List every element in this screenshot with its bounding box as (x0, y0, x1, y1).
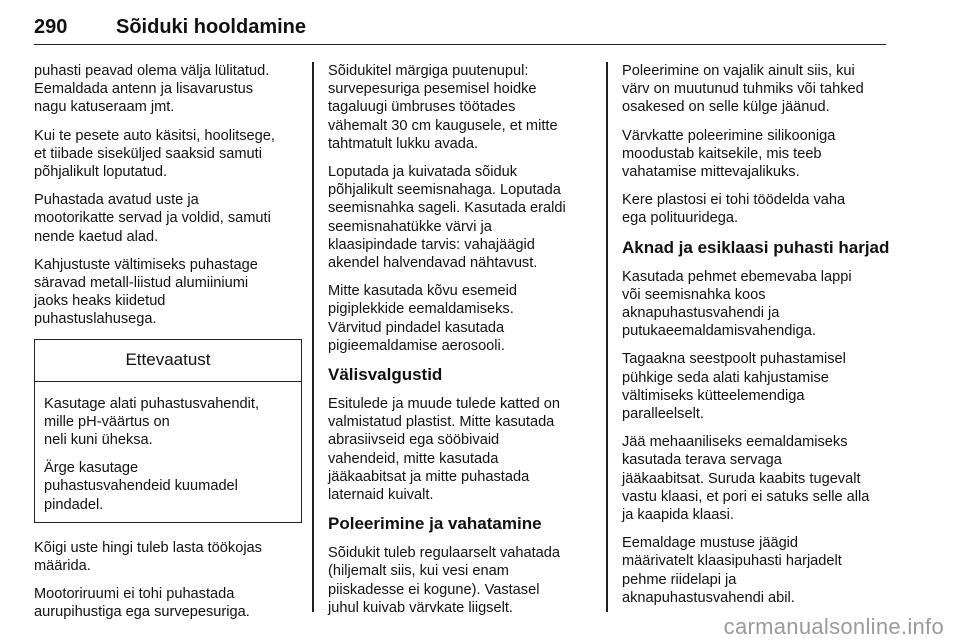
column-3 (622, 62, 892, 617)
paragraph: Kasutada pehmet ebemevaba lappi või seemisnahka koos aknapuhastusvahendi ja putukaeemaldamisvahendiga. (622, 268, 852, 340)
section-heading: Aknad ja esiklaasi puhasti harjad (622, 237, 890, 257)
section-heading: Poleerimine ja vahatamine (328, 514, 542, 534)
page-header (34, 14, 886, 45)
column-1 (34, 62, 302, 632)
paragraph: Kõigi uste hingi tuleb lasta töökojas määrida. (34, 539, 262, 575)
paragraph: puhasti peavad olema välja lülitatud. Eemaldada antenn ja lisavarustus nagu katuseraam jmt. (34, 63, 270, 116)
caution-title: Ettevaatust (35, 340, 301, 382)
paragraph: Kahjustuste vältimiseks puhastage säravad metall-liistud alumiiniumi jaoks heaks kiidetud puhastuslahusega. (34, 256, 258, 328)
paragraph: Kui te pesete auto käsitsi, hoolitsege, et tiibade siseküljed saaksid samuti põhjalikult loputatud. (34, 127, 275, 181)
caution-box (34, 339, 302, 523)
page-number: 290 (34, 16, 68, 38)
paragraph: Eemaldage mustuse jäägid määrivatelt klaasipuhasti harjadelt pehme riidelapi ja aknapuhastusvahendi abil. (622, 535, 842, 606)
column-divider (606, 62, 608, 612)
paragraph: Puhastada avatud uste ja mootorikatte servad ja voldid, samuti nende kaetud alad. (34, 192, 271, 245)
caution-body (35, 382, 301, 514)
paragraph: Esitulede ja muude tulede katted on valmistatud plastist. Mitte kasutada abrasiivseid ega sööbivaid vahendeid, mitte kasutada jääkaabitsat ja mitte puhastada laternaid kuivalt. (328, 396, 561, 504)
watermark: carmanualsonline.info (723, 614, 944, 639)
paragraph: Tagaakna seestpoolt puhastamisel pühkige seda alati kahjustamise vältimiseks kütteelemendiga paralleelselt. (622, 351, 846, 423)
paragraph: Loputada ja kuivatada sõiduk põhjalikult seemisnahaga. Loputada seemisnahka sageli. Kasutada eraldi seemisnahatükke värvi ja klaasipindade tarvis: vahajäägid akendel halvendavad nähtavust. (328, 164, 566, 272)
paragraph: Sõidukitel märgiga puutenupul: survepesuriga pesemisel hoidke tagaluugi ümbruses töötades vähemalt 30 cm kaugusele, et mitte tahtmatult lukku avada. (328, 63, 558, 152)
paragraph: Mitte kasutada kõvu esemeid pigiplekkide eemaldamiseks. Värvitud pindadel kasutada pigieemaldamise aerosooli. (328, 283, 518, 354)
column-divider (312, 62, 314, 612)
caution-paragraph: Kasutage alati puhastusvahendit, mille pH-väärtus on neli kuni üheksa. (44, 395, 260, 449)
paragraph: Poleerimine on vajalik ainult siis, kui värv on muutunud tuhmiks või tahked osakesed on selle külge jäänud. (622, 63, 864, 116)
section-heading: Välisvalgustid (328, 365, 443, 385)
column-2 (328, 62, 596, 627)
paragraph: Kere plastosi ei tohi töödelda vaha ega polituuridega. (622, 192, 846, 227)
page-title: Sõiduki hooldamine (116, 16, 307, 38)
paragraph: Mootoriruumi ei tohi puhastada aurupihustiga ega survepesuriga. (34, 586, 250, 621)
paragraph: Sõidukit tuleb regulaarselt vahatada (hiljemalt siis, kui vesi enam piiskadesse ei kogune). Vastasel juhul kuivab värvkate liigselt. (328, 545, 561, 616)
paragraph: Jää mehaaniliseks eemaldamiseks kasutada terava servaga jääkaabitsat. Suruda kaabits tugevalt vastu klaasi, et pori ei satuks selle alla ja kaapida klaasi. (622, 434, 870, 524)
paragraph: Värvkatte poleerimine silikooniga moodustab kaitsekile, mis teeb vahatamise mittevajalikuks. (622, 127, 836, 181)
caution-paragraph: Ärge kasutage puhastusvahendeid kuumadel pindadel. (44, 460, 238, 513)
